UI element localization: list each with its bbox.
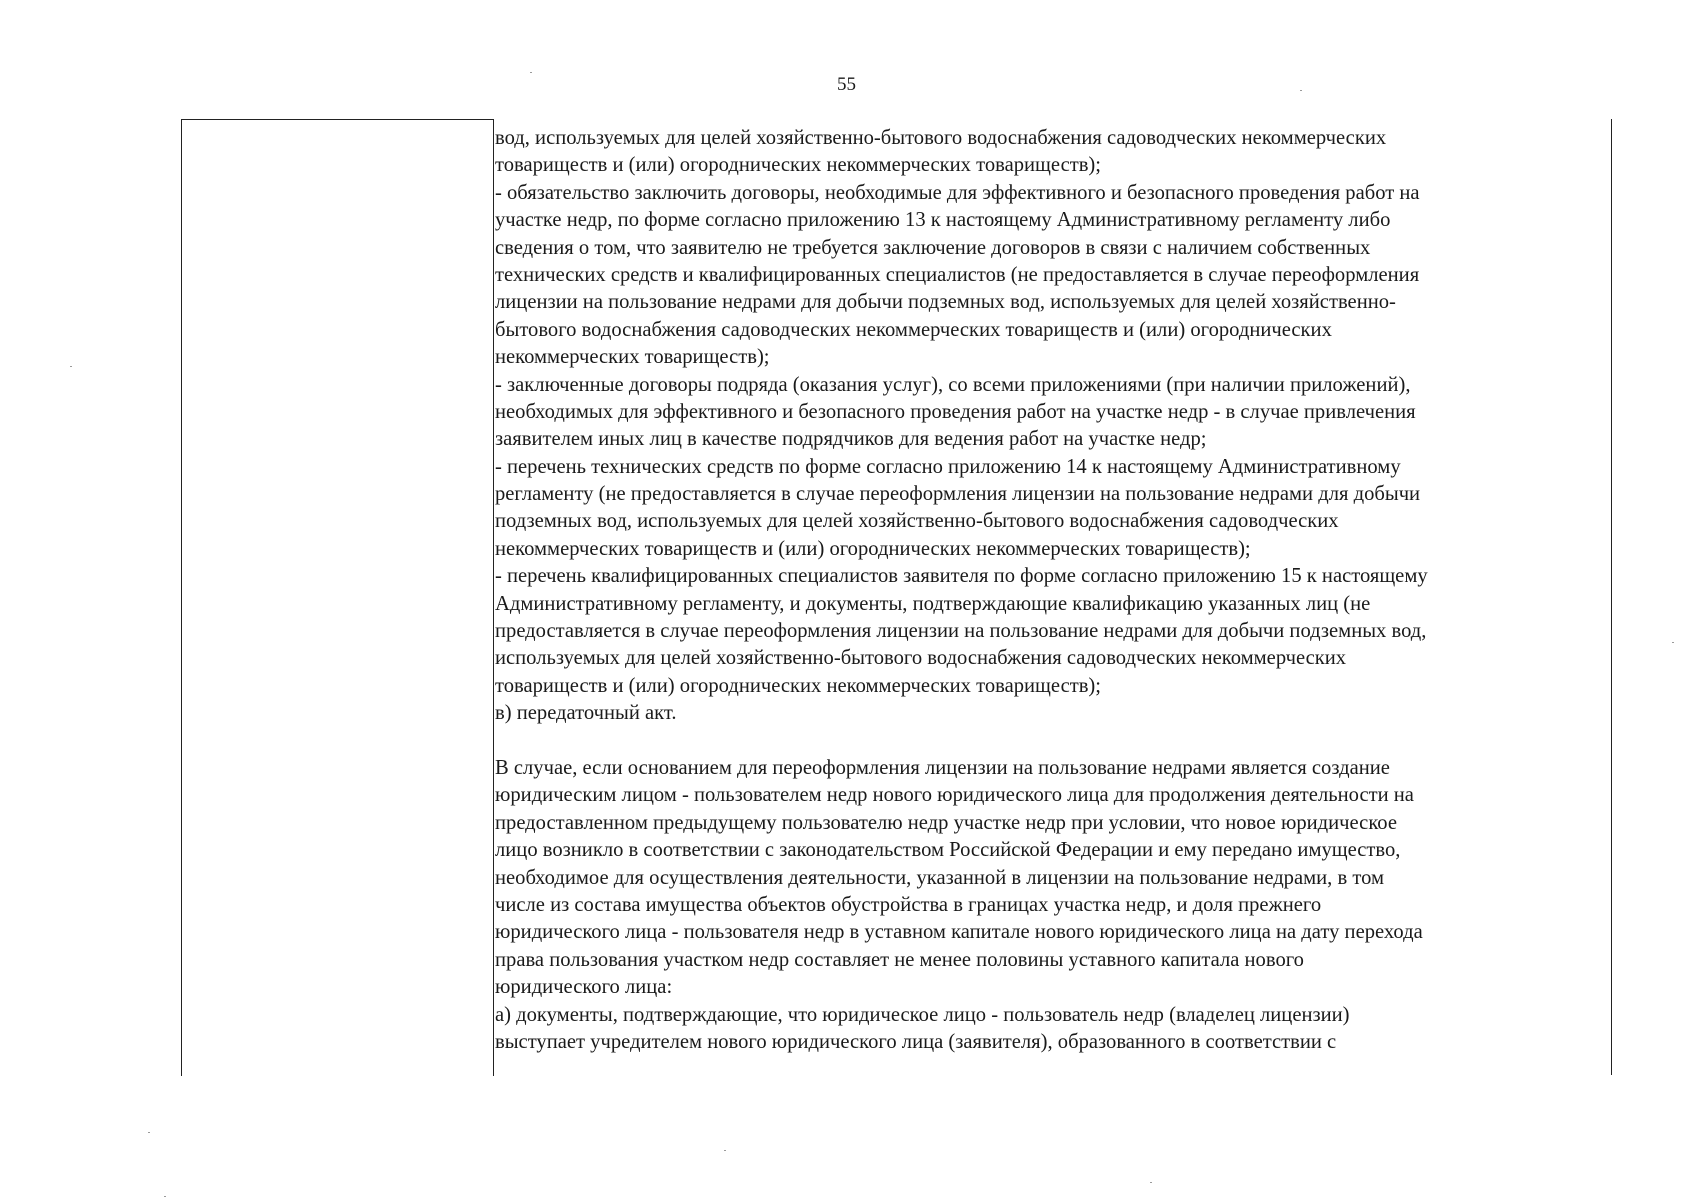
text-line: - перечень квалифицированных специалистов заявителя по форме согласно приложению 15 к настоящему <box>495 565 1428 588</box>
text-line: товариществ и (или) огороднических некоммерческих товариществ); <box>495 674 1102 697</box>
text-line: выступает учредителем нового юридического лица (заявителя), образованного в соответствии с <box>495 1030 1337 1053</box>
text-line: предоставленном предыдущему пользователю недр участке недр при условии, что новое юридическое <box>495 811 1397 834</box>
document-table <box>181 119 1614 1077</box>
text-line: числе из состава имущества объектов обустройства в границах участка недр, и доля прежнего <box>495 893 1322 916</box>
text-line: юридического лица - пользователя недр в уставном капитале нового юридического лица на дату перехода <box>495 921 1423 944</box>
paragraph-gap <box>495 728 1611 755</box>
text-line: юридическим лицом - пользователем недр нового юридического лица для продолжения деятельности на <box>495 784 1414 807</box>
scan-speck <box>724 1150 726 1151</box>
text-line: В случае, если основанием для переоформления лицензии на пользование недрами является создание <box>495 756 1390 779</box>
text-line: товариществ и (или) огороднических некоммерческих товариществ); <box>495 154 1102 177</box>
text-line: - заключенные договоры подряда (оказания услуг), со всеми приложениями (при наличии приложений), <box>495 373 1411 396</box>
text-line: участке недр, по форме согласно приложению 13 к настоящему Административному регламенту либо <box>495 209 1391 232</box>
scan-speck <box>530 72 532 73</box>
text-line: - перечень технических средств по форме согласно приложению 14 к настоящему Административному <box>495 455 1401 478</box>
text-line: регламенту (не предоставляется в случае переоформления лицензии на пользование недрами для добычи <box>495 483 1421 506</box>
scan-speck <box>70 366 72 367</box>
text-line: в) передаточный акт. <box>495 702 677 725</box>
text-line: лицо возникло в соответствии с законодательством Российской Федерации и ему передано имущество, <box>495 839 1401 862</box>
text-line: некоммерческих товариществ); <box>495 346 770 369</box>
text-line: юридического лица: <box>495 976 673 999</box>
body-text <box>495 125 1611 1056</box>
scan-speck <box>1300 90 1302 91</box>
text-line: необходимое для осуществления деятельности, указанной в лицензии на пользование недрами, в том <box>495 866 1384 889</box>
text-line: права пользования участком недр составляет не менее половины уставного капитала нового <box>495 948 1304 971</box>
left-empty-cell <box>181 119 494 1076</box>
text-line: заявителем иных лиц в качестве подрядчиков для ведения работ на участке недр; <box>495 428 1207 451</box>
scan-speck <box>164 1196 166 1197</box>
text-line: - обязательство заключить договоры, необходимые для эффективного и безопасного проведения работ на <box>495 181 1420 204</box>
text-line: некоммерческих товариществ и (или) огороднических некоммерческих товариществ); <box>495 537 1251 560</box>
text-line: подземных вод, используемых для целей хозяйственно-бытового водоснабжения садоводческих <box>495 510 1339 533</box>
text-line: необходимых для эффективного и безопасного проведения работ на участке недр - в случае привлечения <box>495 400 1416 423</box>
text-line: вод, используемых для целей хозяйственно-бытового водоснабжения садоводческих некоммерческих <box>495 127 1387 149</box>
text-line: предоставляется в случае переоформления лицензии на пользование недрами для добычи подземных вод, <box>495 620 1427 643</box>
page-number: 55 <box>837 74 856 95</box>
text-line: а) документы, подтверждающие, что юридическое лицо - пользователь недр (владелец лицензии) <box>495 1003 1350 1026</box>
scan-speck <box>1150 1182 1152 1183</box>
text-line: сведения о том, что заявителю не требуется заключение договоров в связи с наличием собственных <box>495 236 1371 259</box>
scan-speck <box>148 1132 150 1133</box>
text-line: Административному регламенту, и документы, подтверждающие квалификацию указанных лиц (не <box>495 592 1371 615</box>
text-line: лицензии на пользование недрами для добычи подземных вод, используемых для целей хозяйственно- <box>495 291 1396 314</box>
scan-speck <box>1672 642 1674 643</box>
text-line: технических средств и квалифицированных специалистов (не предоставляется в случае переоформления <box>495 263 1420 286</box>
text-line: бытового водоснабжения садоводческих некоммерческих товариществ и (или) огороднических <box>495 318 1332 341</box>
text-line: используемых для целей хозяйственно-бытового водоснабжения садоводческих некоммерческих <box>495 647 1347 670</box>
